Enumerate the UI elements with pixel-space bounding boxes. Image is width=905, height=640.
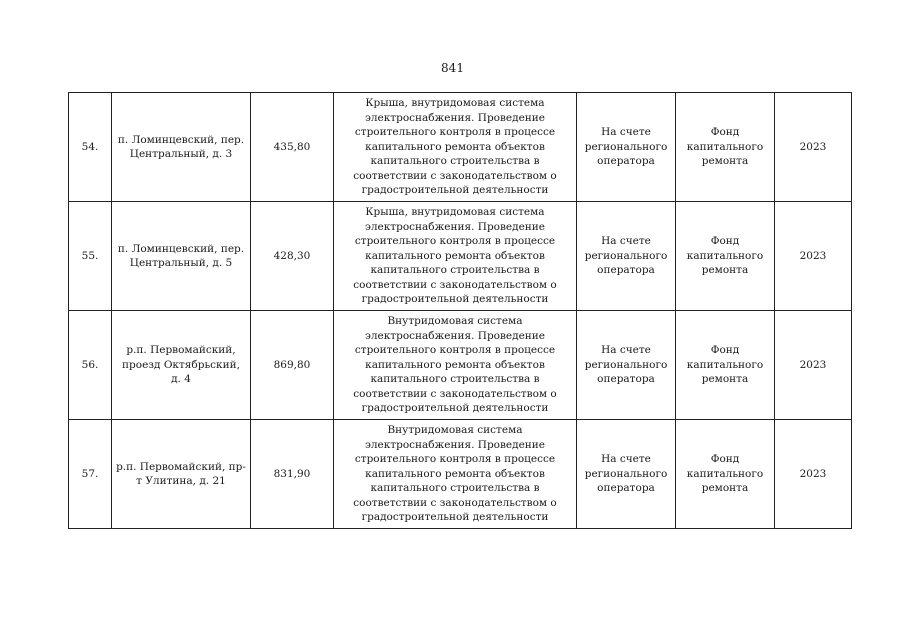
address-cell: р.п. Первомайский, проезд Октябрьский, д. 4 <box>112 311 251 420</box>
account-method-cell: На счете регионального оператора <box>577 311 676 420</box>
repair-registry-table <box>68 92 852 529</box>
funding-source-cell: Фонд капитального ремонта <box>676 420 775 529</box>
row-number-cell: 54. <box>69 93 112 202</box>
year-cell: 2023 <box>775 311 852 420</box>
table-row <box>69 202 852 311</box>
funding-source-cell: Фонд капитального ремонта <box>676 202 775 311</box>
table-row <box>69 311 852 420</box>
address-cell: п. Ломинцевский, пер. Центральный, д. 5 <box>112 202 251 311</box>
account-method-cell: На счете регионального оператора <box>577 93 676 202</box>
row-number-cell: 56. <box>69 311 112 420</box>
area-cell: 428,30 <box>251 202 334 311</box>
table-row <box>69 420 852 529</box>
work-type-cell: Внутридомовая система электроснабжения. Проведение строительного контроля в процессе капитального ремонта объектов капитального строительства в соответствии с законодательством о градостроительной деятельности <box>334 420 577 529</box>
table-row <box>69 93 852 202</box>
row-number-cell: 57. <box>69 420 112 529</box>
funding-source-cell: Фонд капитального ремонта <box>676 93 775 202</box>
row-number-cell: 55. <box>69 202 112 311</box>
year-cell: 2023 <box>775 420 852 529</box>
area-cell: 831,90 <box>251 420 334 529</box>
account-method-cell: На счете регионального оператора <box>577 202 676 311</box>
area-cell: 869,80 <box>251 311 334 420</box>
year-cell: 2023 <box>775 93 852 202</box>
work-type-cell: Крыша, внутридомовая система электроснабжения. Проведение строительного контроля в процессе капитального ремонта объектов капитального строительства в соответствии с законодательством о градостроительной деятельности <box>334 93 577 202</box>
year-cell: 2023 <box>775 202 852 311</box>
page-number: 841 <box>441 61 464 75</box>
funding-source-cell: Фонд капитального ремонта <box>676 311 775 420</box>
work-type-cell: Крыша, внутридомовая система электроснабжения. Проведение строительного контроля в процессе капитального ремонта объектов капитального строительства в соответствии с законодательством о градостроительной деятельности <box>334 202 577 311</box>
work-type-cell: Внутридомовая система электроснабжения. Проведение строительного контроля в процессе капитального ремонта объектов капитального строительства в соответствии с законодательством о градостроительной деятельности <box>334 311 577 420</box>
area-cell: 435,80 <box>251 93 334 202</box>
account-method-cell: На счете регионального оператора <box>577 420 676 529</box>
address-cell: п. Ломинцевский, пер. Центральный, д. 3 <box>112 93 251 202</box>
address-cell: р.п. Первомайский, пр-т Улитина, д. 21 <box>112 420 251 529</box>
